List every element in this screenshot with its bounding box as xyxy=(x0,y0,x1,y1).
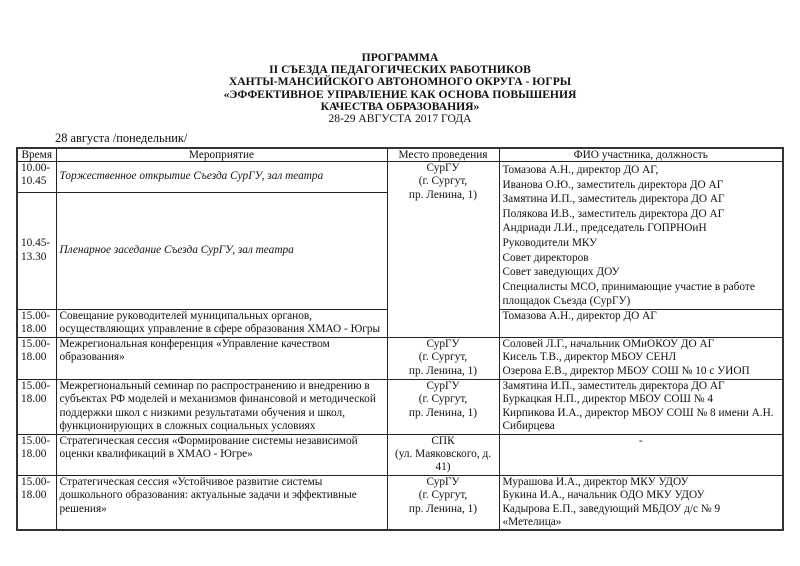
header-participants: ФИО участника, должность xyxy=(499,148,783,162)
participant: Буркацкая Н.П., директор МБОУ СОШ № 4 xyxy=(502,393,714,406)
venue-line: пр. Ленина, 1) xyxy=(408,502,478,515)
participant: Томазова А.Н., директор ДО АГ, xyxy=(502,164,659,176)
venue-line: (ул. Маяковского, д. xyxy=(394,447,492,460)
event-cell: Пленарное заседание Съезда СурГУ, зал театра xyxy=(56,192,387,309)
time-cell xyxy=(17,379,56,434)
venue-line: (г. Сургут, xyxy=(418,175,468,188)
participants-cell xyxy=(499,337,783,379)
participant: Замятина И.П., заместитель директора ДО АГ xyxy=(502,193,725,206)
time-start: 10.45- xyxy=(21,237,51,250)
venue-cell xyxy=(387,434,499,475)
table-row xyxy=(17,379,783,434)
time-end: 18.00 xyxy=(21,393,47,406)
participant: Букина И.А., начальник ОДО МКУ УДОУ xyxy=(502,489,705,502)
time-start: 15.00- xyxy=(21,434,51,447)
participant: Озерова Е.В., директор МБОУ СОШ № 10 с УИОП xyxy=(502,364,750,377)
header-event: Мероприятие xyxy=(56,148,387,162)
time-end: 18.00 xyxy=(21,447,47,460)
day-label: 28 августа /понедельник/ xyxy=(55,131,188,145)
time-cell xyxy=(17,162,56,193)
participants-cell xyxy=(499,475,783,530)
table-row xyxy=(17,162,783,193)
time-end: 13.30 xyxy=(21,250,47,263)
venue-line: (г. Сургут, xyxy=(418,351,468,364)
event-cell: Межрегиональная конференция «Управление качеством образования» xyxy=(56,337,387,379)
program-table xyxy=(16,147,784,531)
heading-line: «ЭФФЕКТИВНОЕ УПРАВЛЕНИЕ КАК ОСНОВА ПОВЫШЕНИЯ xyxy=(223,87,577,101)
time-start: 15.00- xyxy=(21,475,51,488)
participant: Совет директоров xyxy=(502,251,589,264)
participant: Кисель Т.В., директор МБОУ СЕНЛ xyxy=(502,351,677,364)
venue-line: СурГУ xyxy=(426,162,460,174)
venue-line: (г. Сургут, xyxy=(418,393,468,406)
time-end: 18.00 xyxy=(21,489,47,502)
participant: Кадырова Е.П., заведующий МБДОУ д/с № 9 «Метелица» xyxy=(502,502,721,528)
time-cell xyxy=(17,337,56,379)
time-cell xyxy=(17,475,56,530)
table-row xyxy=(17,475,783,530)
venue-line: пр. Ленина, 1) xyxy=(408,364,478,377)
event-cell: Стратегическая сессия «Формирование системы независимой оценки квалификаций в ХМАО - Югре» xyxy=(56,434,387,475)
heading-line: II СЪЕЗДА ПЕДАГОГИЧЕСКИХ РАБОТНИКОВ xyxy=(269,63,531,77)
venue-line: пр. Ленина, 1) xyxy=(408,188,478,201)
venue-line: 41) xyxy=(435,461,451,474)
time-start: 15.00- xyxy=(21,337,51,350)
participant: Специалисты МСО, принимающие участие в работе площадок Съезда (СурГУ) xyxy=(502,280,755,308)
time-cell xyxy=(17,434,56,475)
participant: Мурашова И.А., директор МКУ УДОУ xyxy=(502,475,689,488)
participant: Руководители МКУ xyxy=(502,236,598,249)
heading-line: ХАНТЫ-МАНСИЙСКОГО АВТОНОМНОГО ОКРУГА - ЮГРЫ xyxy=(228,75,572,89)
participants-cell xyxy=(499,162,783,310)
venue-line: (г. Сургут, xyxy=(418,489,468,502)
venue-cell xyxy=(387,162,499,338)
heading-line: ПРОГРАММА xyxy=(361,51,439,64)
heading-dates: 28-29 АВГУСТА 2017 ГОДА xyxy=(328,112,472,126)
venue-line: СПК xyxy=(431,434,455,447)
time-cell xyxy=(17,192,56,309)
time-cell xyxy=(17,309,56,337)
table-row xyxy=(17,337,783,379)
table-row xyxy=(17,434,783,475)
event-cell: Совещание руководителей муниципальных органов, осуществляющих управление в сфере образования ХМАО - Югры xyxy=(56,309,387,337)
venue-cell xyxy=(387,475,499,530)
event-cell: Торжественное открытие Съезда СурГУ, зал театра xyxy=(56,162,387,193)
time-end: 10.45 xyxy=(21,175,47,188)
venue-cell xyxy=(387,337,499,379)
participant: Полякова И.В., заместитель директора ДО АГ xyxy=(502,207,725,220)
heading-line: КАЧЕСТВА ОБРАЗОВАНИЯ» xyxy=(320,99,480,113)
participant: Томазова А.Н., директор ДО АГ xyxy=(502,309,657,322)
time-start: 10.00- xyxy=(21,162,51,174)
participants-cell xyxy=(499,434,783,475)
time-end: 18.00 xyxy=(21,323,47,336)
venue-line: СурГУ xyxy=(426,475,460,488)
participant: Замятина И.П., заместитель директора ДО АГ xyxy=(502,379,725,392)
document-heading xyxy=(0,52,800,125)
header-time: Время xyxy=(17,148,56,162)
table-header-row xyxy=(17,148,783,162)
time-start: 15.00- xyxy=(21,309,51,322)
venue-line: СурГУ xyxy=(426,337,460,350)
time-end: 18.00 xyxy=(21,351,47,364)
header-venue: Место проведения xyxy=(387,148,499,162)
participant: Соловей Л.Г., начальник ОМиОКОУ ДО АГ xyxy=(502,337,715,350)
participant: - xyxy=(638,434,643,447)
venue-line: СурГУ xyxy=(426,379,460,392)
event-cell: Межрегиональный семинар по распространению и внедрению в субъектах РФ моделей и механизмов финансовой и методической поддержки школ с низкими результатами обучения и школ, функционирующих в сложных социальных условиях xyxy=(56,379,387,434)
event-cell: Стратегическая сессия «Устойчивое развитие системы дошкольного образования: актуальные задачи и эффективные решения» xyxy=(56,475,387,530)
time-start: 15.00- xyxy=(21,379,51,392)
participant: Андриади Л.И., председатель ГОПРНОиН xyxy=(502,222,707,235)
participant: Кирпикова И.А., директор МБОУ СОШ № 8 имени А.Н. Сибирцева xyxy=(502,406,774,433)
participants-cell xyxy=(499,309,783,337)
venue-cell xyxy=(387,379,499,434)
participant: Иванова О.Ю., заместитель директора ДО АГ xyxy=(502,178,724,191)
participant: Совет заведующих ДОУ xyxy=(502,266,620,279)
participants-cell xyxy=(499,379,783,434)
venue-line: пр. Ленина, 1) xyxy=(408,406,478,419)
